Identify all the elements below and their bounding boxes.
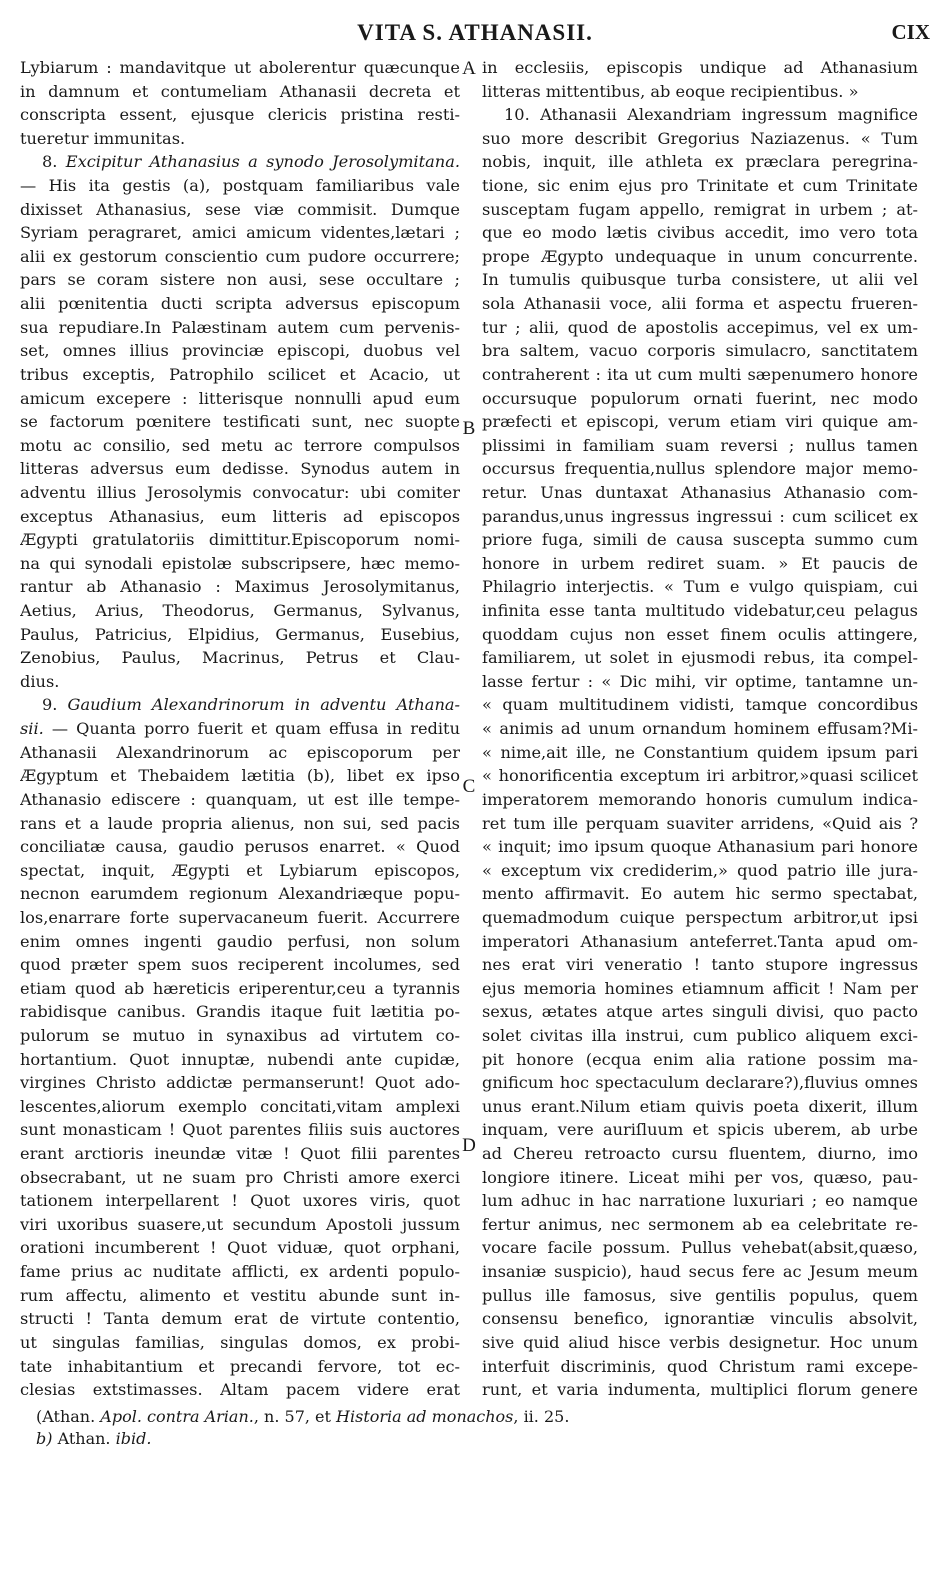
text-line: ad Chereu retroacto cursu fluentem, diurno, imo: [482, 1144, 918, 1164]
text-line: clesias extstimasses. Altam pacem videre erat: [20, 1380, 460, 1400]
text-line: viri uxoribus suasere,ut secundum Apostoli jussum: [20, 1214, 460, 1234]
text-line: sii. — Quanta porro fuerit et quam effusa in reditu: [20, 719, 460, 739]
text-line: structi ! Tanta demum erat de virtute contentio,: [20, 1309, 460, 1329]
text-line: ret tum ille perquam suaviter arridens, «Quid ais ?: [482, 813, 918, 833]
text-line: Zenobius, Paulus, Macrinus, Petrus et Clau-: [20, 648, 460, 668]
text-line: se factorum pœnitere testificati sunt, nec suopte: [20, 412, 460, 432]
text-line: occursuque populorum ornati fuerint, nec modo: [482, 388, 918, 408]
text-line: « animis ad unum ornandum hominem effusam?Mi-: [482, 719, 918, 739]
text-line: pit honore (ecqua enim alia ratione possim ma-: [482, 1049, 918, 1069]
text-line: adventu illius Jerosolymis convocatur: ubi comiter: [20, 482, 460, 502]
text-line: orationi incumberent ! Quot viduæ, quot orphani,: [20, 1238, 460, 1258]
text-line: plissimi in familiam suam reversi ; nullus tamen: [482, 435, 918, 455]
left-column: [20, 56, 460, 1402]
footnote-author: Athan.: [42, 1407, 101, 1426]
text-line: pars se coram sistere non ausi, sese occultare ;: [20, 270, 460, 290]
text-line: que eo modo lætis civibus accedit, imo vero tota: [482, 223, 918, 243]
text-line: quemadmodum cuique perspectum arbitror,ut ipsi: [482, 907, 918, 927]
footnote-ref: , n. 57, et: [253, 1407, 337, 1426]
text-line: ejus memoria homines etiamnum afficit ! Nam per: [482, 978, 918, 998]
text-line: sunt monasticam ! Quot parentes filiis suis auctores: [20, 1120, 460, 1140]
text-line: rum affectu, alimento et vestitu abunde sunt in-: [20, 1285, 460, 1305]
text-line: « nime,ait ille, ne Constantium quidem ipsum pari: [482, 742, 918, 762]
text-line: set, omnes illius provinciæ episcopi, duobus vel: [20, 341, 460, 361]
text-line: lescentes,aliorum exemplo concitati,vitam amplexi: [20, 1096, 460, 1116]
text-line: sola Athanasii voce, alii forma et aspectu frueren-: [482, 294, 918, 314]
text-line: insaniæ suspicio), haud secus fere ac Jesum meum: [482, 1262, 918, 1282]
footnote-a: [36, 1406, 916, 1428]
text-line: — His ita gestis (a), postquam familiaribus vale: [20, 176, 460, 196]
text-line: Lybiarum : mandavitque ut abolerentur quæcunque: [20, 58, 460, 77]
text-line: consensu benefico, ignorantiæ vinculis absolvit,: [482, 1309, 918, 1329]
text-line: Philagrio interjectis. « Tum e vulgo quispiam, cui: [482, 577, 918, 597]
text-line: familiarem, ut solet in ejusmodi rebus, ita compel-: [482, 648, 918, 668]
text-line: occursus frequentia,nullus splendore major memo-: [482, 459, 918, 479]
text-line: rans et a laude propria alienus, non sui, sed pacis: [20, 813, 460, 833]
text-line: obsecrabant, ut ne suam pro Christi amore exerci: [20, 1167, 460, 1187]
text-line: rantur ab Athanasio : Maximus Jerosolymitanus,: [20, 577, 460, 597]
text-line: parandus,unus ingressus ingressui : cum scilicet ex: [482, 506, 918, 526]
text-line: solet civitas illa instrui, cum publico aliquem exci-: [482, 1025, 918, 1045]
text-line: bra saltem, vacuo corporis simulacro, sanctitatem: [482, 341, 918, 361]
text-line: tueretur immunitas.: [20, 128, 186, 148]
text-line: lasse fertur : « Dic mihi, vir optime, tantamne un-: [482, 671, 918, 691]
page-number: CIX: [891, 20, 930, 44]
text-line: Paulus, Patricius, Elpidius, Germanus, Eusebius,: [20, 624, 460, 644]
text-line: dius.: [20, 671, 60, 691]
text-line: suo more describit Gregorius Naziazenus. « Tum: [482, 128, 918, 148]
text-line: pullus ille famosus, sive gentilis populus, quem: [482, 1285, 918, 1305]
text-line: tur ; alii, quod de apostolis accepimus, vel ex um-: [482, 317, 918, 337]
margin-marker-a: A: [462, 58, 476, 79]
text-line: vocare facile possum. Pullus vehebat(absit,quæso,: [482, 1238, 918, 1258]
text-line: etiam quod ab hæreticis eriperentur,ceu a tyrannis: [20, 978, 460, 998]
text-line: tione, sic enim ejus pro Trinitate et cum Trinitate: [482, 176, 918, 196]
footnote-b: [36, 1428, 916, 1450]
right-column: [482, 56, 918, 1402]
text-line: sive quid aliud hisce verbis designetur. Hoc unum: [482, 1332, 918, 1352]
text-line: conscripta essent, ejusque clericis pristina resti-: [20, 105, 460, 125]
text-line: sua repudiare.In Palæstinam autem cum pervenis-: [20, 317, 460, 337]
text-line: quod præter spem suos reciperent incolumes, sed: [20, 955, 460, 975]
text-line: tribus exceptis, Patrophilo scilicet et Acacio, ut: [20, 364, 460, 384]
text-line: Ægypti gratulatoriis dimittitur.Episcoporum nomi-: [20, 530, 460, 550]
text-line: « inquit; imo ipsum quoque Athanasium pari honore: [482, 837, 918, 857]
text-line: alii ex gestorum conscientio cum pudore occurrere;: [20, 246, 460, 266]
text-line: ut singulas familias, singulas domos, ex probi-: [20, 1332, 460, 1352]
text-line: tationem interpellarent ! Quot uxores viris, quot: [20, 1191, 460, 1211]
text-line: præfecti et episcopi, verum etiam viri quique am-: [482, 412, 918, 432]
text-line: erant arctioris ineundæ vitæ ! Quot filii parentes: [20, 1144, 460, 1164]
text-line: imperatorem memorando honoris cumulum indica-: [482, 789, 918, 809]
text-line: litteras mittentibus, ab eoque recipientibus. »: [482, 81, 859, 101]
footnote-mark: (: [36, 1407, 43, 1426]
text-line: in damnum et contumeliam Athanasii decreta et: [20, 81, 460, 101]
text-line: prope Ægypto undequaque in unum concurrente.: [482, 246, 918, 266]
text-line: interfuit discriminis, quod Christum rami excepe-: [482, 1356, 918, 1376]
text-line: Athanasii Alexandrinorum ac episcoporum per: [20, 742, 460, 762]
text-line: susceptam fugam appello, remigrat in urbem ; at-: [482, 199, 918, 219]
text-line: virgines Christo addictæ permanserunt! Quot ado-: [20, 1073, 460, 1093]
text-line: litteras adversus eum dedisse. Synodus autem in: [20, 459, 460, 479]
text-line: nes erat viri veneratio ! tanto stupore ingressus: [482, 955, 918, 975]
text-line: Aetius, Arius, Theodorus, Germanus, Sylvanus,: [20, 601, 460, 621]
text-line: mento affirmavit. Eo autem hic sermo spectabat,: [482, 884, 918, 904]
text-line: 9. Gaudium Alexandrinorum in adventu Athana-: [42, 695, 460, 715]
text-line: conciliatæ causa, gaudio perusos enarret. « Quod: [20, 837, 460, 857]
text-line: priore fuga, simili de causa suscepta summo cum: [482, 530, 918, 550]
text-line: fertur animus, nec sermonem ab ea celebritate re-: [482, 1214, 918, 1234]
text-line: 10. Athanasii Alexandriam ingressum magnifice: [504, 105, 918, 125]
text-line: inquam, vere auriſluum et spicis uberem, ab urbe: [482, 1120, 918, 1140]
text-line: « exceptum vix crediderim,» quod patrio ille jura-: [482, 860, 918, 880]
text-line: Ægyptum et Thebaidem lætitia (b), libet ex ipso: [20, 766, 460, 786]
text-line: infinita esse tanta multitudo videbatur,ceu pelagus: [482, 601, 918, 621]
text-line: alii pœnitentia ducti scripta adversus episcopum: [20, 294, 460, 314]
text-line: gnificum hoc spectaculum declarare?),fluvius omnes: [482, 1073, 918, 1093]
text-line: unus erant.Nilum etiam quivis poeta dixerit, illum: [482, 1096, 918, 1116]
text-line: imperatori Athanasium anteferret.Tanta apud om-: [482, 931, 918, 951]
text-line: In tumulis quibusque turba consistere, ut alii vel: [482, 270, 918, 290]
text-line: exceptus Athanasius, eum litteris ad episcopos: [20, 506, 460, 526]
text-line: rabidisque canibus. Grandis itaque fuit lætitia po-: [20, 1002, 460, 1022]
footnote-mark: b): [36, 1429, 58, 1448]
text-line: quoddam cujus non esset finem oculis attingere,: [482, 624, 918, 644]
running-title: VITA S. ATHANASII.: [357, 20, 593, 45]
footnote-work-2: Historia ad monachos: [336, 1407, 514, 1426]
footnotes: [36, 1406, 916, 1450]
text-line: pulorum se mutuo in synaxibus ad virtutem co-: [20, 1025, 460, 1045]
text-line: enim omnes ingenti gaudio perfusi, non solum: [20, 931, 460, 951]
footnote-work: ibid.: [115, 1429, 152, 1448]
footnote-work: Apol. contra Arian.: [100, 1407, 254, 1426]
text-line: Athanasio ediscere : quanquam, ut est ille tempe-: [20, 789, 460, 809]
text-line: na qui synodali epistolæ subscripsere, hæc memo-: [20, 553, 460, 573]
footnote-ref-2: , ii. 25.: [513, 1407, 570, 1426]
margin-marker-d: D: [462, 1135, 476, 1156]
text-line: motu ac consilio, sed metu ac terrore compulsos: [20, 435, 460, 455]
text-line: 8. Excipitur Athanasius a synodo Jerosolymitana.: [42, 152, 460, 172]
text-line: nobis, inquit, ille athleta ex præclara peregrina-: [482, 152, 918, 172]
margin-marker-c: C: [462, 776, 476, 797]
footnote-author: Athan.: [57, 1429, 116, 1448]
text-line: honore in urbem rediret suam. » Et paucis de: [482, 553, 918, 573]
text-line: in ecclesiis, episcopis undique ad Athanasium: [482, 58, 918, 77]
text-line: los,enarrare forte supervacaneum fuerit. Accurrere: [20, 907, 460, 927]
text-line: spectat, inquit, Ægypti et Lybiarum episcopos,: [20, 860, 460, 880]
text-line: amicum excepere : litterisque nonnulli apud eum: [20, 388, 460, 408]
text-line: fame prius ac nuditate afflicti, ex ardenti populo-: [20, 1262, 460, 1282]
text-line: lum adhuc in hac narratione luxuriari ; eo namque: [482, 1191, 918, 1211]
text-line: dixisset Athanasius, sese viæ commisit. Dumque: [20, 199, 460, 219]
page-header: [20, 14, 930, 46]
text-line: longiore itinere. Liceat mihi per vos, quæso, pau-: [482, 1167, 918, 1187]
text-line: tate inhabitantium et precandi fervore, tot ec-: [20, 1356, 460, 1376]
text-line: « honorificentia exceptum iri arbitror,»quasi scilicet: [482, 766, 918, 786]
text-line: sexus, ætates atque artes singuli divisi, quo pacto: [482, 1002, 918, 1022]
margin-marker-b: B: [462, 418, 476, 439]
text-line: necnon earumdem regionum Alexandriæque popu-: [20, 884, 460, 904]
text-line: hortantium. Quot innuptæ, nubendi ante cupidæ,: [20, 1049, 460, 1069]
text-line: retur. Unas duntaxat Athanasius Athanasio com-: [482, 482, 918, 502]
text-line: Syriam peragraret, amici amicum videntes,lætari ;: [20, 223, 460, 243]
text-line: runt, et varia indumenta, multiplici florum genere: [482, 1380, 918, 1400]
text-line: « quam multitudinem vidisti, tamque concordibus: [482, 695, 918, 715]
text-line: contraherent : ita ut cum multi sæpenumero honore: [482, 364, 918, 384]
